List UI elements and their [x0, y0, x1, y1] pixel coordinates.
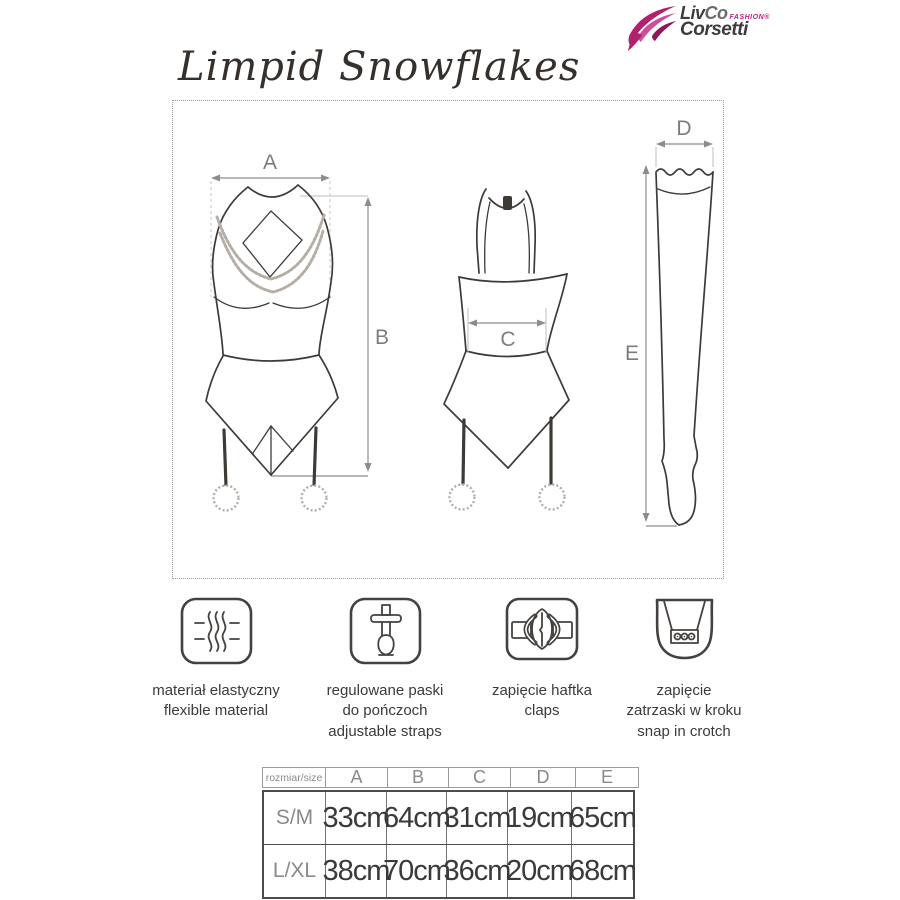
caption-line: snap in crotch [637, 722, 731, 740]
value-d: 19cm [508, 792, 572, 844]
value-c: 31cm [447, 792, 508, 844]
hook-clasp-icon [505, 597, 579, 661]
caption-line: flexible material [163, 702, 269, 720]
livco-swoosh-icon [626, 5, 678, 51]
caption-line: zatrzaski w kroku [626, 702, 742, 720]
size-table-column-b: B [388, 768, 449, 787]
table-row-sm [264, 792, 636, 845]
snap-crotch-icon [648, 597, 721, 661]
caption-line: do pończoch [342, 702, 428, 720]
dimension-c-label: C [500, 328, 516, 351]
measurement-diagram-box [172, 100, 724, 579]
size-table-header [262, 767, 639, 788]
garter-strap-icon [349, 597, 422, 665]
caption-line: materiał elastyczny [152, 682, 280, 699]
product-title: Limpid Snowflakes [178, 44, 581, 90]
size-table-column-e: E [600, 767, 613, 787]
clasp [503, 196, 512, 210]
caption-line: regulowane paski [326, 682, 444, 699]
feature-caption [124, 681, 308, 722]
pompom [214, 486, 239, 511]
corset-back-drawing [444, 189, 569, 510]
dimension-a-label: A [262, 151, 278, 174]
corset-front-drawing [206, 151, 389, 511]
feature-caption [592, 681, 776, 742]
feature-snap-crotch [592, 597, 776, 742]
size-table-column-c: C [449, 768, 511, 787]
dimension-d-label: D [676, 117, 692, 140]
size-table-column-d: D [511, 768, 576, 787]
brand-name-top: LivCo FASHION® [680, 3, 770, 23]
brand-fashion-label: FASHION® [729, 14, 770, 21]
table-row-lxl [264, 845, 636, 897]
size-table-column-a: A [326, 768, 388, 787]
value-b: 70cm [387, 845, 447, 897]
value-d: 20cm [508, 845, 572, 897]
value-e: 65cm [569, 801, 636, 834]
value-e: 68cm [569, 854, 636, 887]
pompom [540, 485, 565, 510]
stocking-drawing [625, 117, 713, 526]
caption-line: zapięcie haftka [491, 682, 593, 699]
dimension-b-label: B [375, 326, 390, 349]
size-table-header-label: rozmiar/size [263, 768, 326, 787]
size-label: S/M [264, 792, 326, 844]
garment-drawings [173, 101, 721, 576]
size-table-body [262, 790, 635, 899]
pompom [450, 485, 475, 510]
value-a: 33cm [326, 792, 387, 844]
value-b: 64cm [387, 792, 447, 844]
brand-text [680, 4, 770, 39]
brand-name-bottom: Corsetti [680, 19, 748, 40]
elastic-material-icon [180, 597, 253, 665]
dimension-e-label: E [624, 342, 640, 365]
caption-line: zapięcie [656, 682, 712, 699]
value-c: 36cm [447, 845, 508, 897]
size-label: L/XL [264, 845, 326, 897]
caption-line: adjustable straps [328, 722, 442, 740]
pompom [302, 486, 327, 511]
caption-line: claps [524, 702, 560, 720]
value-a: 38cm [326, 845, 387, 897]
brand-logo [626, 4, 796, 56]
feature-elastic-material [124, 597, 308, 722]
